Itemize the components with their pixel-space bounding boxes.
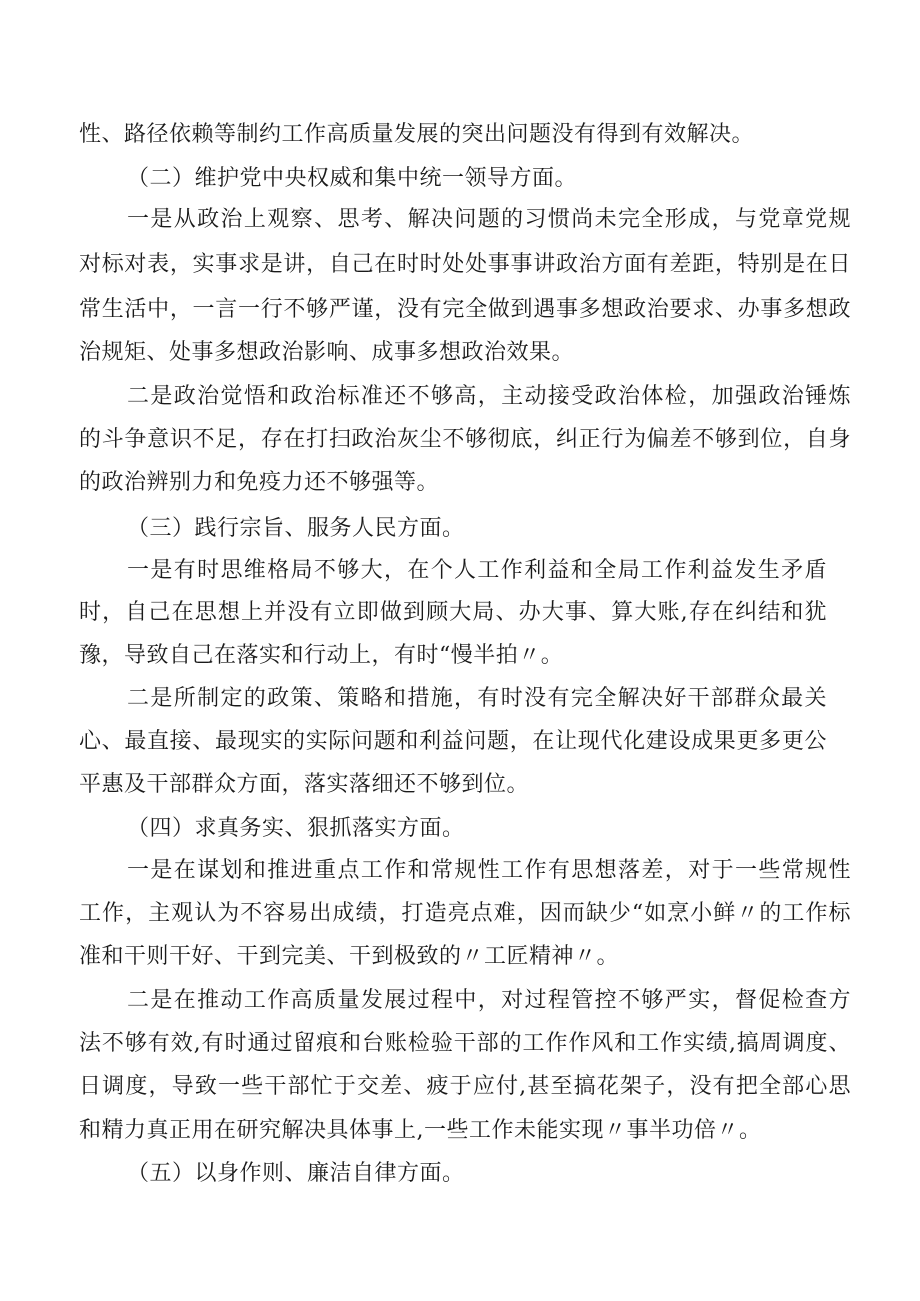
text-line: 二是在推动工作高质量发展过程中，对过程管控不够严实，督促检查方 xyxy=(127,988,851,1013)
text-line: 一是有时思维格局不够大，在个人工作利益和全局工作利益发生矛盾 xyxy=(127,558,827,583)
text-line: 的斗争意识不足，存在打扫政治灰尘不够彻底，纠正行为偏差不够到位，自身 xyxy=(79,427,851,452)
section-heading: （五）以身作则、廉洁自律方面。 xyxy=(127,1161,465,1186)
text-line: 二是所制定的政策、策略和措施，有时没有完全解决好干部群众最关 xyxy=(127,686,827,711)
text-line: 豫，导致自己在落实和行动上，有时“慢半拍〃。 xyxy=(79,643,564,668)
section-heading: （二）维护党中央权威和集中统一领导方面。 xyxy=(127,166,578,191)
text-line: 日调度，导致一些干部忙于交差、疲于应付,甚至搞花架子，没有把全部心思 xyxy=(79,1074,851,1099)
text-line: 心、最直接、最现实的实际问题和利益问题，在让现代化建设成果更多更公 xyxy=(79,729,827,754)
text-line: 治规矩、处事多想政治影响、成事多想政治效果。 xyxy=(79,340,575,365)
text-line: 常生活中，一言一行不够严谨，没有完全做到遇事多想政治要求、办事多想政 xyxy=(79,297,851,322)
section-heading: （四）求真务实、狠抓落实方面。 xyxy=(127,816,465,841)
text-line: 一是在谋划和推进重点工作和常规性工作有思想落差，对于一些常规性 xyxy=(127,858,851,883)
text-line: 二是政治觉悟和政治标准还不够高，主动接受政治体检，加强政治锤炼 xyxy=(127,384,851,409)
text-line: 和精力真正用在研究解决具体事上,一些工作未能实现〃事半功倍〃。 xyxy=(79,1118,762,1143)
text-line: 准和干则干好、干到完美、干到极致的〃工匠精神〃。 xyxy=(79,944,620,969)
text-line: 对标对表，实事求是讲，自己在时时处处事事讲政治方面有差距，特别是在日 xyxy=(79,252,851,277)
section-heading: （三）践行宗旨、服务人民方面。 xyxy=(127,516,465,541)
text-line: 法不够有效,有时通过留痕和台账检验干部的工作作风和工作实绩,搞周调度、 xyxy=(79,1031,851,1056)
text-line: 的政治辨别力和免疫力还不够强等。 xyxy=(79,470,440,495)
text-line: 时，自己在思想上并没有立即做到顾大局、办大事、算大账,存在纠结和犹 xyxy=(79,600,827,625)
text-line: 一是从政治上观察、思考、解决问题的习惯尚未完全形成，与党章党规 xyxy=(127,207,851,232)
text-line: 性、路径依赖等制约工作高质量发展的突出问题没有得到有效解决。 xyxy=(79,122,755,147)
text-line: 工作，主观认为不容易出成绩，打造亮点难，因而缺少“如烹小鲜〃的工作标 xyxy=(79,901,851,926)
text-line: 平惠及干部群众方面，落实落细还不够到位。 xyxy=(79,772,530,797)
